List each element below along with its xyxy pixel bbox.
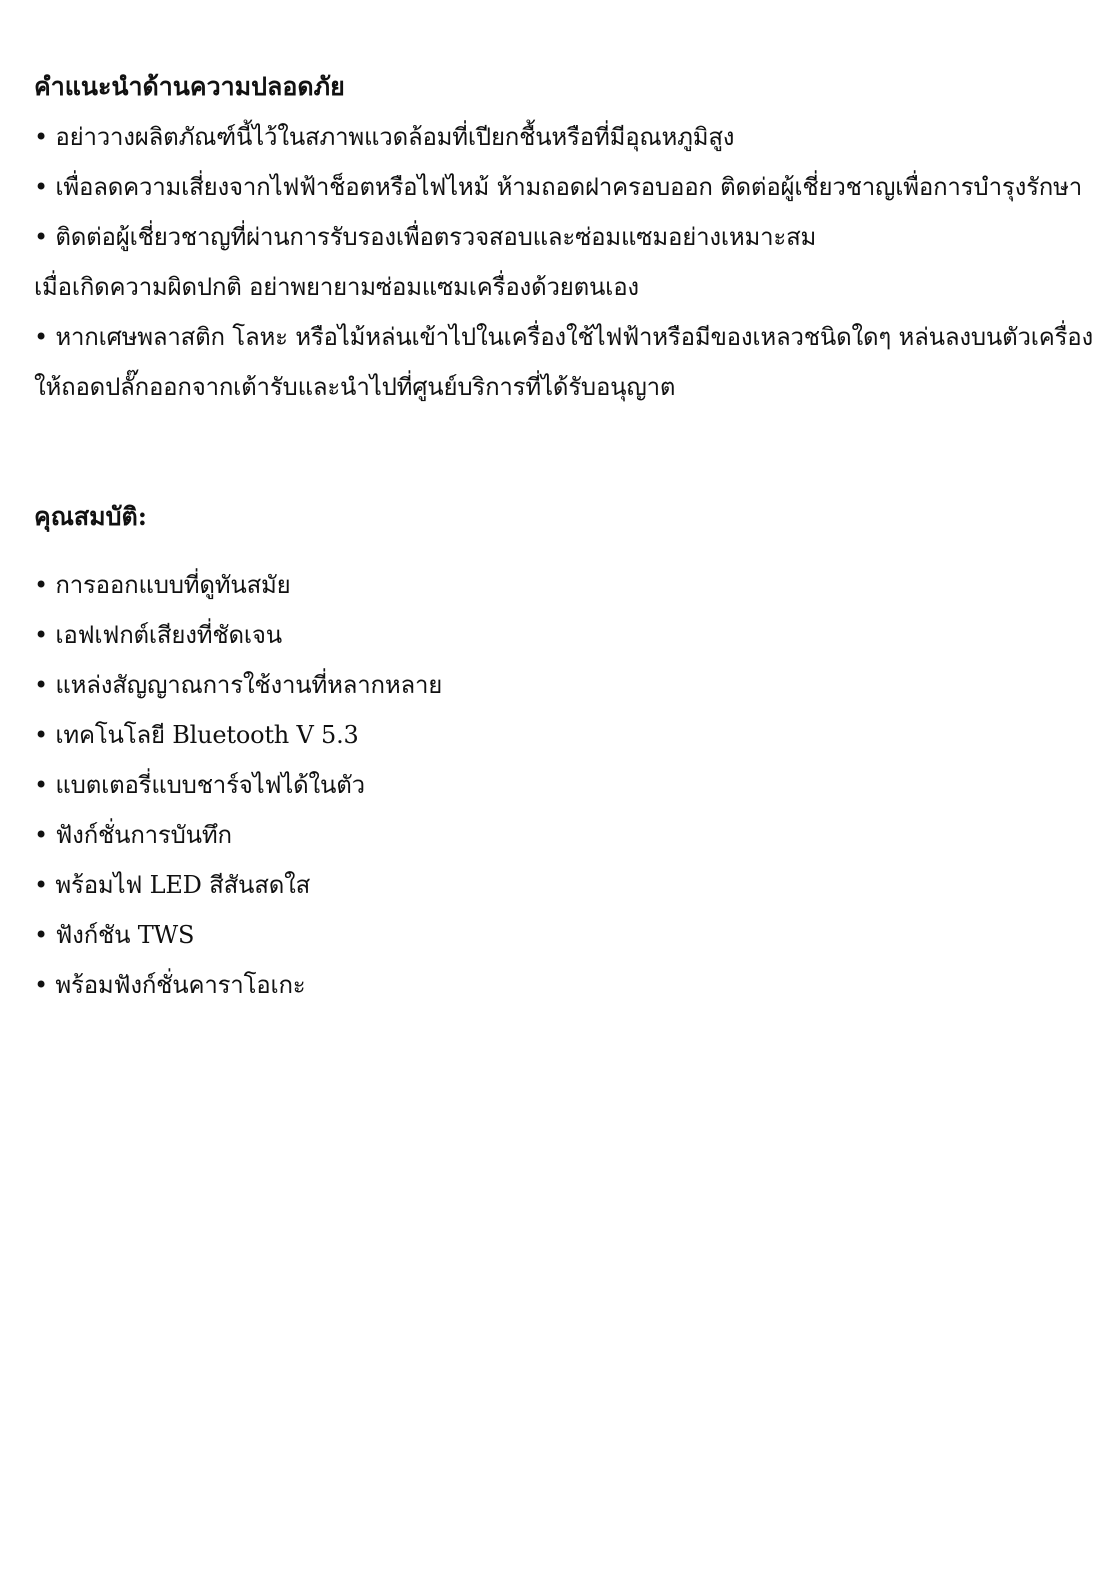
safety-section <box>34 62 1094 412</box>
feature-item: • เอฟเฟกต์เสียงที่ชัดเจน <box>34 621 282 649</box>
feature-item: • พร้อมฟังก์ชั่นคาราโอเกะ <box>34 971 306 999</box>
safety-line: เมื่อเกิดความผิดปกติ อย่าพยายามซ่อมแซมเครื่องด้วยตนเอง <box>34 273 639 301</box>
features-section <box>34 492 1094 1010</box>
feature-item: • การออกแบบที่ดูทันสมัย <box>34 571 291 599</box>
safety-line: ให้ถอดปลั๊กออกจากเต้ารับและนำไปที่ศูนย์บริการที่ได้รับอนุญาต <box>34 373 676 401</box>
safety-line: • เพื่อลดความเสี่ยงจากไฟฟ้าช็อตหรือไฟไหม้ ห้ามถอดฝาครอบออก ติดต่อผู้เชี่ยวชาญเพื่อการบำรุงรักษา <box>34 173 1083 201</box>
feature-item: • แบตเตอรี่แบบชาร์จไฟได้ในตัว <box>34 771 365 799</box>
features-heading: คุณสมบัติ: <box>34 502 147 531</box>
feature-item: • ฟังก์ชัน TWS <box>34 921 195 949</box>
document-page <box>34 62 1094 1010</box>
safety-line: • อย่าวางผลิตภัณฑ์นี้ไว้ในสภาพแวดล้อมที่เปียกชื้นหรือที่มีอุณหภูมิสูง <box>34 123 735 151</box>
feature-item: • เทคโนโลยี Bluetooth V 5.3 <box>34 721 359 749</box>
feature-item: • พร้อมไฟ LED สีสันสดใส <box>34 871 311 899</box>
safety-line: • หากเศษพลาสติก โลหะ หรือไม้หล่นเข้าไปในเครื่องใช้ไฟฟ้าหรือมีของเหลวชนิดใดๆ หล่นลงบนตัวเครื่อง <box>34 323 1094 351</box>
safety-heading: คำแนะนำด้านความปลอดภัย <box>34 72 345 101</box>
feature-item: • ฟังก์ชั่นการบันทึก <box>34 821 232 849</box>
features-list <box>34 560 1094 1010</box>
feature-item: • แหล่งสัญญาณการใช้งานที่หลากหลาย <box>34 671 443 699</box>
safety-line: • ติดต่อผู้เชี่ยวชาญที่ผ่านการรับรองเพื่อตรวจสอบและซ่อมแซมอย่างเหมาะสม <box>34 223 817 251</box>
